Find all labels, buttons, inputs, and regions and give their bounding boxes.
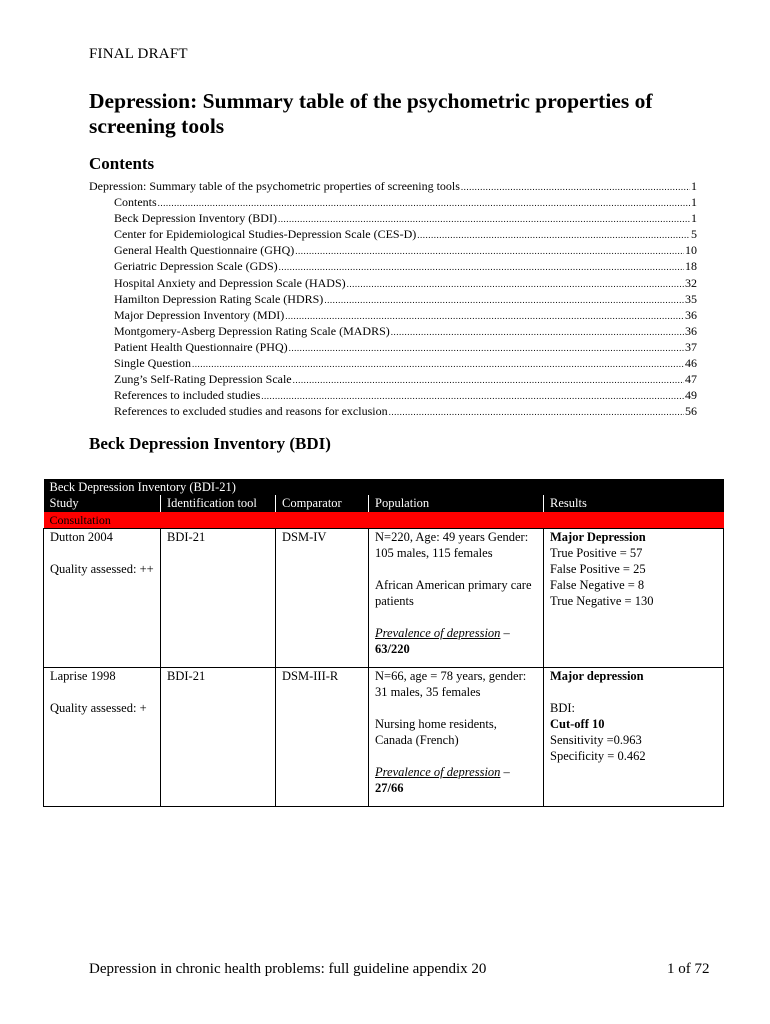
column-header-tool: Identification tool [161, 495, 276, 512]
comparator-cell: DSM-III-R [276, 668, 369, 807]
contents-heading: Contents [89, 154, 155, 173]
toc-entry-page: 5 [691, 227, 697, 242]
result-line: False Positive = 25 [550, 562, 646, 576]
footer-text: Depression in chronic health problems: full guideline appendix 20 [89, 961, 487, 977]
toc-entry[interactable] [89, 387, 697, 403]
population-cell [369, 668, 544, 807]
prevalence [375, 625, 537, 641]
tool-cell: BDI-21 [161, 668, 276, 807]
toc-entry[interactable] [89, 403, 697, 419]
column-header-comparator: Comparator [276, 495, 369, 512]
group-row [44, 512, 724, 529]
toc-entry[interactable] [89, 194, 697, 210]
document-title: Depression: Summary table of the psychometric properties of screening tools [89, 89, 653, 138]
column-header-results: Results [544, 495, 724, 512]
study-cell [44, 529, 161, 668]
results-cell [544, 529, 724, 668]
population-demographics: N=66, age = 78 years, gender: 31 males, 35 females [375, 669, 527, 699]
prevalence-value: 63/220 [375, 642, 410, 656]
toc-entry-title: Hospital Anxiety and Depression Scale (HADS) [114, 275, 346, 290]
study-name: Dutton 2004 [50, 530, 113, 544]
toc-entry[interactable] [89, 226, 697, 242]
toc-leader-dots [285, 307, 684, 324]
toc-entry-title: Hamilton Depression Rating Scale (HDRS) [114, 291, 324, 306]
table-row [44, 668, 724, 807]
toc-entry-page: 32 [685, 275, 697, 290]
result-line: True Positive = 57 [550, 546, 643, 560]
toc-entry[interactable] [89, 210, 697, 226]
toc-entry-title: Montgomery-Asberg Depression Rating Scale (MADRS) [114, 323, 390, 338]
results-cutoff: Cut-off 10 [550, 717, 605, 731]
toc-leader-dots [324, 291, 684, 308]
toc-entry-page: 49 [685, 388, 697, 403]
page-number: 1 of 72 [667, 961, 710, 977]
toc-entry-title: Beck Depression Inventory (BDI) [114, 211, 277, 226]
prevalence-label: Prevalence of depression [375, 626, 501, 640]
prevalence-label: Prevalence of depression [375, 765, 501, 779]
quality-assessed: Quality assessed: ++ [50, 562, 154, 576]
table-banner-row [44, 479, 724, 495]
toc-entry[interactable] [89, 371, 697, 387]
toc-entry-page: 10 [685, 243, 697, 258]
results-heading: Major Depression [550, 530, 646, 544]
toc-entry-title: Zung’s Self-Rating Depression Scale [114, 372, 292, 387]
toc-entry-title: General Health Questionnaire (GHQ) [114, 243, 295, 258]
toc-entry-title: Major Depression Inventory (MDI) [114, 307, 285, 322]
prevalence [375, 764, 537, 780]
column-header-population: Population [369, 495, 544, 512]
result-line: Specificity = 0.462 [550, 749, 646, 763]
population-cell [369, 529, 544, 668]
toc-leader-dots [279, 258, 684, 275]
toc-leader-dots [278, 210, 690, 227]
population-setting: Nursing home residents, Canada (French) [375, 717, 497, 747]
toc-entry[interactable] [89, 242, 697, 258]
results-heading: Major depression [550, 669, 644, 683]
toc-leader-dots [347, 275, 684, 292]
toc-entry-title: References to excluded studies and reasons for exclusion [114, 404, 388, 419]
table-row [44, 529, 724, 668]
toc-leader-dots [389, 403, 684, 420]
toc-entry[interactable] [89, 355, 697, 371]
toc-leader-dots [158, 194, 690, 211]
toc-entry[interactable] [89, 291, 697, 307]
toc-entry-page: 1 [691, 211, 697, 226]
draft-header: FINAL DRAFT [89, 46, 188, 62]
prevalence-separator: – [500, 765, 510, 779]
toc-entry-title: Single Question [114, 356, 191, 371]
toc-leader-dots [391, 323, 684, 340]
toc-leader-dots [293, 371, 684, 388]
toc-entry[interactable] [89, 323, 697, 339]
toc-leader-dots [289, 339, 684, 356]
toc-leader-dots [295, 242, 684, 259]
column-header-row [44, 495, 724, 512]
toc-entry-page: 1 [691, 179, 697, 193]
toc-entry-title: Geriatric Depression Scale (GDS) [114, 259, 278, 274]
toc-entry[interactable] [89, 258, 697, 274]
toc-entry-page: 1 [691, 195, 697, 210]
toc-leader-dots [192, 355, 684, 372]
toc-entry-page: 56 [685, 404, 697, 419]
toc-entry-title: Center for Epidemiological Studies-Depression Scale (CES-D) [114, 227, 417, 242]
table-banner: Beck Depression Inventory (BDI-21) [44, 479, 724, 495]
toc-entry-page: 36 [685, 323, 697, 338]
population-demographics: N=220, Age: 49 years Gender: 105 males, 115 females [375, 530, 529, 560]
section-heading-bdi: Beck Depression Inventory (BDI) [89, 434, 331, 453]
toc-entry-title: References to included studies [114, 388, 261, 403]
toc-entry[interactable] [89, 275, 697, 291]
toc-leader-dots [461, 178, 690, 195]
toc-entry-page: 47 [685, 372, 697, 387]
toc-entry[interactable] [89, 339, 697, 355]
results-sub: BDI: [550, 701, 575, 715]
toc-entry[interactable] [89, 307, 697, 323]
result-line: False Negative = 8 [550, 578, 645, 592]
results-cell [544, 668, 724, 807]
toc-entry-title: Depression: Summary table of the psychometric properties of screening tools [89, 179, 460, 193]
toc-entry-page: 18 [685, 259, 697, 274]
tool-cell: BDI-21 [161, 529, 276, 668]
toc-entry-title: Patient Health Questionnaire (PHQ) [114, 339, 288, 354]
population-setting: African American primary care patients [375, 578, 532, 608]
toc-entry-page: 46 [685, 356, 697, 371]
toc-leader-dots [417, 226, 690, 243]
study-name: Laprise 1998 [50, 669, 116, 683]
group-label-consultation: Consultation [44, 512, 724, 529]
result-line: True Negative = 130 [550, 594, 654, 608]
toc-entry-title: Contents [114, 195, 157, 210]
toc-leader-dots [261, 387, 684, 404]
toc-entry[interactable] [89, 178, 697, 194]
prevalence-value: 27/66 [375, 781, 404, 795]
bdi-summary-table [43, 479, 724, 807]
prevalence-separator: – [500, 626, 510, 640]
toc-entry-page: 35 [685, 291, 697, 306]
comparator-cell: DSM-IV [276, 529, 369, 668]
quality-assessed: Quality assessed: + [50, 701, 147, 715]
study-cell [44, 668, 161, 807]
toc-entry-page: 36 [685, 307, 697, 322]
result-line: Sensitivity =0.963 [550, 733, 642, 747]
toc-entry-page: 37 [685, 339, 697, 354]
column-header-study: Study [44, 495, 161, 512]
table-of-contents [89, 178, 697, 419]
